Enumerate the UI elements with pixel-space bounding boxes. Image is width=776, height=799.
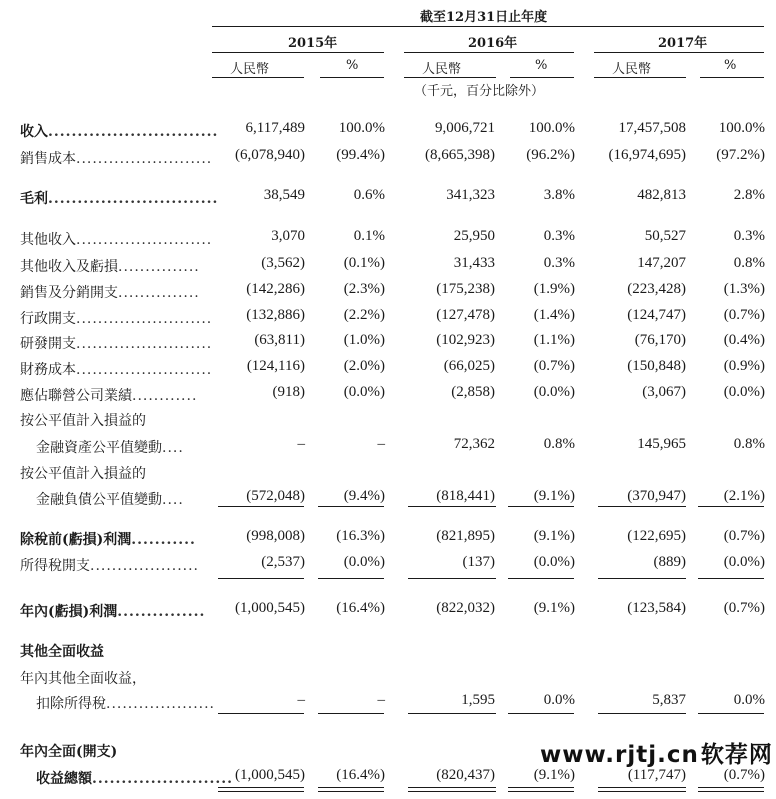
row-label	[20, 529, 196, 549]
cell-value: (2.0%)	[343, 358, 385, 374]
cell-value: (16.3%)	[336, 528, 385, 544]
row-label	[20, 410, 146, 430]
row-label-text: 扣除所得稅	[36, 696, 106, 712]
row-label	[20, 282, 200, 302]
watermark-url: www.rjtj.cn	[540, 742, 699, 768]
cell-value: (820,437)	[436, 767, 495, 783]
cell-value: (124,116)	[246, 358, 305, 374]
cell-value: (822,032)	[436, 600, 495, 616]
percent-rule-2016	[510, 77, 574, 78]
cell-value: 145,965	[637, 436, 686, 452]
cell-value: (2,858)	[451, 384, 495, 400]
cell-value: (1.4%)	[533, 307, 575, 323]
cell-value: (96.2%)	[526, 147, 575, 163]
row-label-text: 銷售及分銷開支	[20, 285, 118, 301]
cell-value: (0.1%)	[343, 255, 385, 271]
row-label	[20, 256, 200, 276]
cell-value: (0.0%)	[533, 554, 575, 570]
cell-value: 6,117,489	[245, 120, 305, 136]
row-label-text: 財務成本	[20, 362, 76, 378]
percent-label-2015: %	[346, 58, 359, 73]
currency-label-2016: 人民幣	[422, 62, 462, 77]
year-2017-header: 2017年	[658, 36, 708, 51]
row-label-text: 所得稅開支	[20, 558, 90, 574]
leader-dots: .........................	[76, 336, 213, 352]
cell-value: (0.7%)	[723, 600, 765, 616]
cell-value: (123,584)	[627, 600, 686, 616]
cell-value: (142,286)	[246, 281, 305, 297]
leader-dots: ...............	[118, 285, 200, 301]
total-double-rule	[508, 791, 574, 792]
leader-dots: ....	[162, 492, 184, 508]
row-label	[20, 668, 146, 688]
row-label-text: 金融資產公平值變動	[36, 440, 162, 456]
cell-value: 5,837	[652, 692, 686, 708]
cell-value: (150,848)	[627, 358, 686, 374]
percent-label-2017: %	[724, 58, 737, 73]
cell-value: (2.2%)	[343, 307, 385, 323]
cell-value: (223,428)	[627, 281, 686, 297]
leader-dots: .............................	[48, 191, 219, 207]
row-label-text: 研發開支	[20, 336, 76, 352]
total-double-rule	[318, 787, 384, 788]
cell-value: 38,549	[263, 187, 305, 203]
cell-value: (8,665,398)	[425, 147, 495, 163]
cell-value: 3,070	[271, 228, 305, 244]
cell-value: (2,537)	[261, 554, 305, 570]
cell-value: (9.1%)	[533, 528, 575, 544]
cell-value: (2.1%)	[723, 488, 765, 504]
watermark-text: 软荐网	[700, 742, 773, 768]
year-2015-rule	[212, 52, 384, 53]
total-double-rule	[698, 791, 764, 792]
subtotal-rule	[408, 713, 496, 714]
subtotal-rule	[698, 506, 764, 507]
row-label	[20, 333, 212, 353]
cell-value: 482,813	[637, 187, 686, 203]
row-label	[20, 188, 218, 208]
leader-dots: ...............	[118, 259, 200, 275]
cell-value: 0.3%	[733, 228, 765, 244]
row-label	[20, 359, 212, 379]
cell-value: (132,886)	[246, 307, 305, 323]
cell-value: (76,170)	[634, 332, 686, 348]
cell-value: 100.0%	[338, 120, 385, 136]
leader-dots: .........................	[76, 311, 213, 327]
cell-value: 50,527	[644, 228, 686, 244]
cell-value: 0.3%	[543, 255, 575, 271]
leader-dots: .........................	[76, 232, 213, 248]
cell-value: (16.4%)	[336, 600, 385, 616]
row-label	[36, 768, 233, 788]
cell-value: (572,048)	[246, 488, 305, 504]
percent-label-2016: %	[535, 58, 548, 73]
total-double-rule	[408, 791, 496, 792]
row-label-text: 其他收入及虧損	[20, 259, 118, 275]
percent-rule-2017	[700, 77, 764, 78]
row-label	[20, 148, 212, 168]
currency-rule-2016	[404, 77, 496, 78]
subtotal-rule	[218, 578, 304, 579]
currency-label-2017: 人民幣	[612, 62, 652, 77]
row-label	[20, 741, 117, 761]
cell-value: –	[297, 692, 305, 708]
total-double-rule	[508, 787, 574, 788]
cell-value: 100.0%	[528, 120, 575, 136]
subtotal-rule	[408, 578, 496, 579]
cell-value: –	[377, 692, 385, 708]
subtotal-rule	[598, 713, 686, 714]
row-label-text: 除稅前(虧損)利潤	[20, 532, 132, 548]
row-label-text: 收入	[20, 124, 48, 140]
leader-dots: .........................	[76, 151, 213, 167]
cell-value: (0.0%)	[343, 554, 385, 570]
leader-dots: ....................	[106, 696, 216, 712]
cell-value: (0.7%)	[533, 358, 575, 374]
row-label	[36, 489, 184, 509]
year-2016-rule	[404, 52, 574, 53]
cell-value: (97.2%)	[716, 147, 765, 163]
leader-dots: ....................	[90, 558, 200, 574]
cell-value: 31,433	[453, 255, 495, 271]
cell-value: 0.8%	[733, 436, 765, 452]
subtotal-rule	[218, 713, 304, 714]
row-label	[20, 463, 146, 483]
row-label	[20, 121, 218, 141]
cell-value: 0.3%	[543, 228, 575, 244]
cell-value: (1,000,545)	[235, 600, 305, 616]
cell-value: (117,747)	[627, 767, 686, 783]
row-label-text: 應佔聯營公司業績	[20, 388, 132, 404]
cell-value: (1.0%)	[343, 332, 385, 348]
cell-value: (124,747)	[627, 307, 686, 323]
subtotal-rule	[318, 578, 384, 579]
subtotal-rule	[508, 578, 574, 579]
cell-value: 147,207	[637, 255, 686, 271]
row-label	[20, 641, 104, 661]
total-double-rule	[408, 787, 496, 788]
cell-value: 0.8%	[733, 255, 765, 271]
cell-value: (9.4%)	[343, 488, 385, 504]
leader-dots: .............................	[48, 124, 219, 140]
total-double-rule	[598, 787, 686, 788]
percent-rule-2015	[320, 77, 384, 78]
currency-label-2015: 人民幣	[230, 62, 270, 77]
row-label	[20, 601, 205, 621]
cell-value: (370,947)	[627, 488, 686, 504]
row-label-text: 年內全面(開支)	[20, 744, 118, 760]
cell-value: (99.4%)	[336, 147, 385, 163]
cell-value: (122,695)	[627, 528, 686, 544]
currency-rule-2017	[594, 77, 686, 78]
leader-dots: ....	[162, 440, 184, 456]
cell-value: (821,895)	[436, 528, 495, 544]
cell-value: –	[297, 436, 305, 452]
cell-value: (127,478)	[436, 307, 495, 323]
cell-value: (16,974,695)	[608, 147, 686, 163]
cell-value: (63,811)	[254, 332, 305, 348]
cell-value: (998,008)	[246, 528, 305, 544]
leader-dots: ............	[132, 388, 198, 404]
unit-note: （千元，百分比除外）	[414, 84, 545, 99]
period-header: 截至12月31日止年度	[420, 10, 548, 25]
cell-value: (918)	[272, 384, 305, 400]
row-label	[36, 693, 215, 713]
subtotal-rule	[508, 713, 574, 714]
subtotal-rule	[318, 506, 384, 507]
row-label-text: 其他全面收益	[20, 644, 104, 660]
cell-value: 17,457,508	[618, 120, 686, 136]
total-double-rule	[218, 787, 304, 788]
subtotal-rule	[698, 713, 764, 714]
leader-dots: ........................	[92, 771, 233, 787]
cell-value: (0.0%)	[533, 384, 575, 400]
total-double-rule	[598, 791, 686, 792]
row-label-text: 金融負債公平值變動	[36, 492, 162, 508]
cell-value: –	[377, 436, 385, 452]
cell-value: 3.8%	[543, 187, 575, 203]
cell-value: (16.4%)	[336, 767, 385, 783]
row-label-text: 按公平值計入損益的	[20, 466, 146, 482]
cell-value: 1,595	[461, 692, 495, 708]
cell-value: 0.0%	[733, 692, 765, 708]
cell-value: (0.7%)	[723, 767, 765, 783]
year-2015-header: 2015年	[288, 36, 338, 51]
cell-value: 0.1%	[353, 228, 385, 244]
year-2017-rule	[594, 52, 764, 53]
cell-value: (0.9%)	[723, 358, 765, 374]
cell-value: (2.3%)	[343, 281, 385, 297]
cell-value: 2.8%	[733, 187, 765, 203]
cell-value: 72,362	[453, 436, 495, 452]
subtotal-rule	[408, 506, 496, 507]
row-label-text: 年內其他全面收益，	[20, 671, 146, 687]
row-label-text: 按公平值計入損益的	[20, 413, 146, 429]
cell-value: 0.6%	[353, 187, 385, 203]
subtotal-rule	[598, 578, 686, 579]
cell-value: (0.7%)	[723, 528, 765, 544]
subtotal-rule	[318, 713, 384, 714]
total-double-rule	[318, 791, 384, 792]
cell-value: (3,562)	[261, 255, 305, 271]
row-label-text: 年內(虧損)利潤	[20, 604, 118, 620]
cell-value: (102,923)	[436, 332, 495, 348]
cell-value: (0.0%)	[343, 384, 385, 400]
cell-value: (9.1%)	[533, 767, 575, 783]
cell-value: (9.1%)	[533, 600, 575, 616]
cell-value: (0.0%)	[723, 384, 765, 400]
row-label-text: 收益總額	[36, 771, 92, 787]
cell-value: (9.1%)	[533, 488, 575, 504]
cell-value: (0.4%)	[723, 332, 765, 348]
cell-value: (1.1%)	[533, 332, 575, 348]
cell-value: (0.7%)	[723, 307, 765, 323]
cell-value: (6,078,940)	[235, 147, 305, 163]
row-label	[20, 308, 212, 328]
subtotal-rule	[508, 506, 574, 507]
cell-value: 9,006,721	[435, 120, 495, 136]
row-label-text: 行政開支	[20, 311, 76, 327]
cell-value: (818,441)	[436, 488, 495, 504]
cell-value: (0.0%)	[723, 554, 765, 570]
cell-value: (1.9%)	[533, 281, 575, 297]
subtotal-rule	[218, 506, 304, 507]
row-label-text: 銷售成本	[20, 151, 76, 167]
row-label	[20, 555, 199, 575]
cell-value: (1,000,545)	[235, 767, 305, 783]
cell-value: 0.8%	[543, 436, 575, 452]
subtotal-rule	[698, 578, 764, 579]
row-label	[20, 385, 197, 405]
cell-value: 25,950	[453, 228, 495, 244]
total-double-rule	[698, 787, 764, 788]
cell-value: (889)	[653, 554, 686, 570]
row-label	[36, 437, 184, 457]
row-label-text: 其他收入	[20, 232, 76, 248]
cell-value: 0.0%	[543, 692, 575, 708]
year-2016-header: 2016年	[468, 36, 518, 51]
cell-value: (175,238)	[436, 281, 495, 297]
subtotal-rule	[598, 506, 686, 507]
cell-value: (137)	[462, 554, 495, 570]
cell-value: (3,067)	[642, 384, 686, 400]
currency-rule-2015	[212, 77, 304, 78]
cell-value: 100.0%	[718, 120, 765, 136]
watermark	[540, 736, 773, 769]
cell-value: 341,323	[446, 187, 495, 203]
cell-value: (66,025)	[443, 358, 495, 374]
leader-dots: .........................	[76, 362, 213, 378]
total-double-rule	[218, 791, 304, 792]
cell-value: (1.3%)	[723, 281, 765, 297]
row-label	[20, 229, 212, 249]
row-label-text: 毛利	[20, 191, 48, 207]
leader-dots: ...............	[117, 604, 206, 620]
header-rule	[212, 26, 764, 27]
leader-dots: ...........	[131, 532, 196, 548]
